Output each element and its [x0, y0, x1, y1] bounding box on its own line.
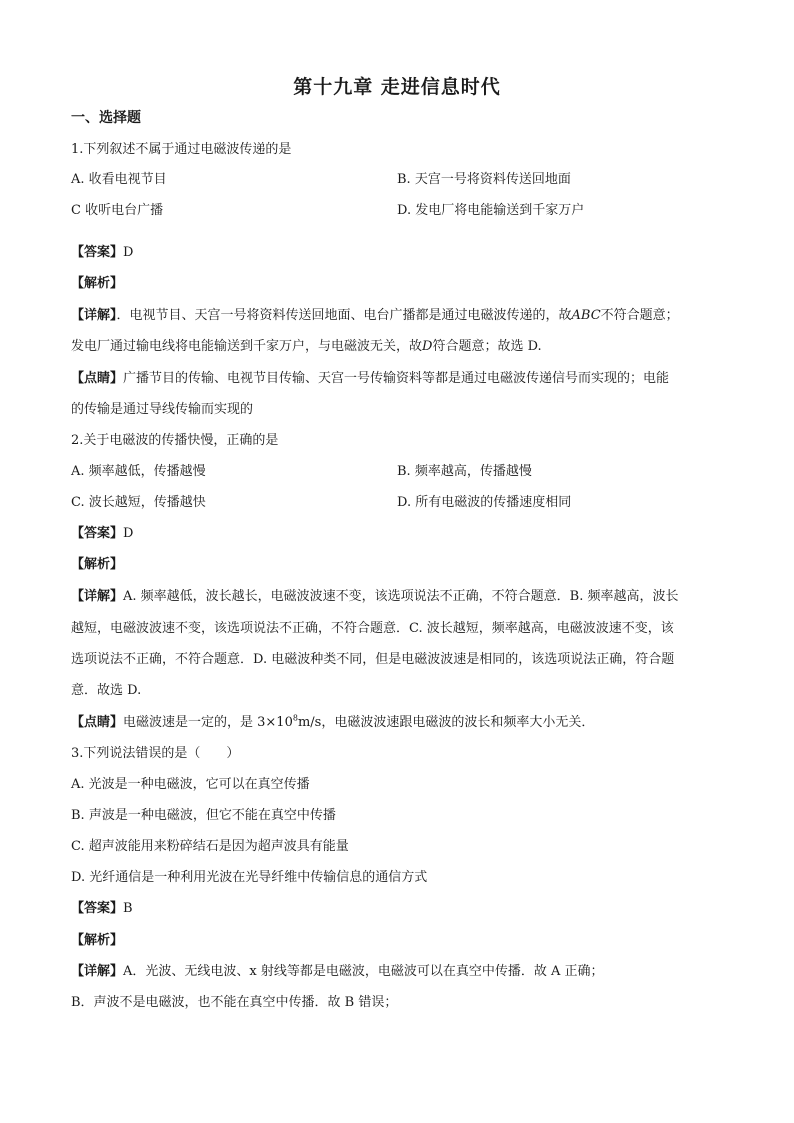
q1-option-c: C 收听电台广播 [71, 203, 164, 218]
q2-analysis-label [71, 555, 723, 575]
analysis-label: 【解析】 [71, 557, 124, 572]
comment-label: 【点睛】 [71, 715, 124, 730]
q1-option-a: A. 收看电视节目 [71, 172, 167, 187]
answer-label: 【答案】 [71, 245, 124, 260]
q3-answer [71, 899, 723, 919]
page-title: 第十九章 走进信息时代 [293, 76, 501, 98]
q1-detail-text: 发电厂通过输电线将电能输送到千家万户，与电磁波无关，故 [71, 339, 423, 354]
q2-comment-text: 电磁波速是一定的，是 3×10 [123, 715, 293, 730]
q3-option-a: A. 光波是一种电磁波，它可以在真空传播 [71, 777, 310, 792]
q2-detail-line-1 [71, 587, 723, 607]
q3-detail-text: A．光波、无线电波、x 射线等都是电磁波，电磁波可以在真空中传播．故 A 正确； [123, 964, 604, 979]
q2-option-c: C. 波长越短，传播越快 [71, 495, 206, 510]
q2-detail-line-2: 越短，电磁波波速不变，该选项说法不正确，不符合题意．C. 波长越短，频率越高，电磁波波速不变，该 [71, 621, 674, 636]
comment-label: 【点睛】 [71, 371, 124, 386]
q2-detail-line-3: 选项说法不正确，不符合题意．D. 电磁波种类不同，但是电磁波波速是相同的，该选项说法正确，符合题 [71, 652, 675, 667]
q2-option-a: A. 频率越低，传播越慢 [71, 464, 206, 479]
q2-option-b: B. 频率越高，传播越慢 [397, 464, 532, 479]
q3-option-c: C. 超声波能用来粉碎结石是因为超声波具有能量 [71, 839, 349, 854]
q1-comment-line-2: 的传输是通过导线传输而实现的 [71, 402, 254, 417]
q3-detail-line-2: B．声波不是电磁波，也不能在真空中传播．故 B 错误； [71, 995, 398, 1010]
q1-detail-line-2 [71, 337, 723, 357]
q1-answer-value: D [123, 245, 134, 260]
q1-option-b: B. 天宫一号将资料传送回地面 [397, 172, 571, 187]
detail-label: 【详解】 [71, 964, 124, 979]
detail-label: 【详解】 [71, 589, 124, 604]
q1-detail-d: D [422, 339, 433, 354]
q3-answer-value: B [123, 901, 133, 916]
q3-option-d: D. 光纤通信是一种利用光波在光导纤维中传输信息的通信方式 [71, 870, 428, 885]
q1-detail-text: ．电视节目、天宫一号将资料传送回地面、电台广播都是通过电磁波传递的，故 [116, 308, 572, 323]
q1-detail-line-1 [71, 306, 723, 326]
q1-detail-text: 符合题意；故选 D. [432, 339, 542, 354]
q1-answer [71, 243, 723, 263]
q2-comment-text: m/s，电磁波波速跟电磁波的波长和频率大小无关． [297, 715, 595, 730]
analysis-label: 【解析】 [71, 933, 124, 948]
q2-detail-line-4: 意．故选 D. [71, 683, 142, 698]
q1-detail-abc: ABC [571, 308, 601, 323]
q3-analysis-label [71, 931, 723, 951]
q3-option-b: B. 声波是一种电磁波，但它不能在真空中传播 [71, 808, 336, 823]
q1-option-d: D. 发电厂将电能输送到千家万户 [397, 203, 585, 218]
section-heading: 一、选择题 [71, 110, 141, 126]
q2-stem: 2.关于电磁波的传播快慢，正确的是 [71, 433, 279, 448]
q1-comment-line-1 [71, 369, 723, 389]
answer-label: 【答案】 [71, 526, 124, 541]
q1-comment-text: 广播节目的传输、电视节目传输、天宫一号传输资料等都是通过电磁波传递信号而实现的；电能 [123, 371, 670, 386]
detail-label: 【详解】 [71, 308, 117, 323]
q2-comment [71, 713, 723, 733]
q2-option-d: D. 所有电磁波的传播速度相同 [397, 495, 572, 510]
answer-label: 【答案】 [71, 901, 124, 916]
q2-answer [71, 524, 723, 544]
q2-comment-exponent: 8 [292, 713, 298, 723]
q1-analysis-label [71, 274, 723, 294]
q1-stem: 1.下列叙述不属于通过电磁波传递的是 [71, 142, 292, 157]
q2-detail-text: A. 频率越低，波长越长，电磁波波速不变，该选项说法不正确，不符合题意．B. 频率越高，波长 [123, 589, 679, 604]
analysis-label: 【解析】 [71, 276, 124, 291]
q1-detail-text: 不符合题意； [600, 308, 679, 323]
q3-detail-line-1 [71, 962, 723, 982]
q2-answer-value: D [123, 526, 134, 541]
q3-stem: 3.下列说法错误的是（ ） [71, 746, 240, 761]
